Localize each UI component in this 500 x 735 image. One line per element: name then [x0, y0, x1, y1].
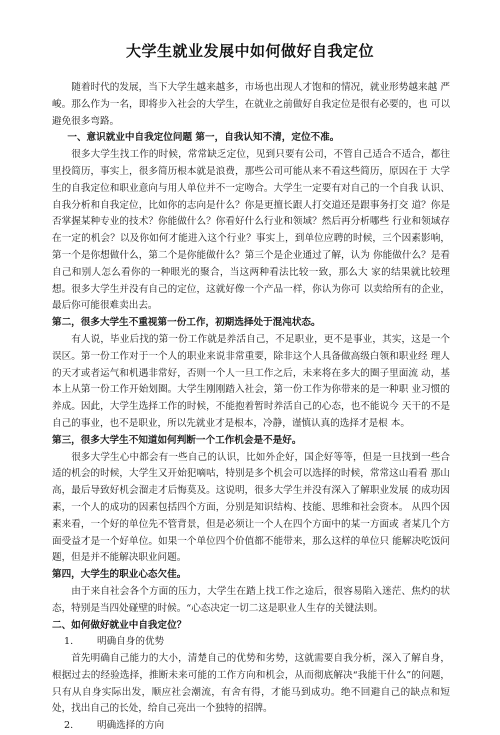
document-body — [52, 80, 450, 735]
numbered-item-label: 明确选择的方向 — [97, 720, 165, 732]
subsection-heading: 第四，大学生的职业心态欠佳。 — [52, 569, 187, 581]
numbered-item-label: 明确自身的优势 — [97, 636, 165, 648]
numbered-item — [52, 634, 450, 651]
list-number: 1. — [64, 636, 74, 648]
section-heading: 一、意识就业中自我定位问题 第一，自我认知不清，定位不准。 — [67, 132, 340, 144]
section-heading: 二、如何做好就业中自我定位？ — [52, 619, 187, 631]
subsection-heading: 第三，很多大学生不知道如何判断一个工作机会是不是好。 — [52, 434, 302, 446]
body-paragraph: 由于来自社会各个方面的压力，大学生在踏上找工作之途后，很容易陷入迷茫、焦灼的状态，特别是当四处碰壁的时候。“心态决定一切二这是职业人生存的关键法则。 — [52, 585, 450, 614]
page-title: 大学生就业发展中如何做好自我定位 — [125, 42, 374, 60]
list-number: 2. — [64, 720, 74, 732]
numbered-item — [52, 718, 450, 735]
subsection-heading: 第二，很多大学生不重视第一份工作，初期选择处于混沌状态。 — [52, 317, 321, 329]
body-paragraph: 很多大学生心中都会有一些自己的认识，比如外企好，国企好等等，但是一旦找到一些合适的机会的时候，大学生又开始犯嘀咕，特别是多个机会可以选择的时候，常常这山看看 那山高，最后导致好机会溜走才后悔莫及。这说明，很多大学生并没有深入了解职业发展 的成功因素，一个人的成功的因素包括四个方面，分别是知识结构、技能、思维和社会资本。 从四个因素来看，一个好的单位先不管背景，但是必须让一个人在四个方面中的某一方面或 者某几个方面受益才是一个好单位。如果一个单位四个价值都不能带来，那么这样的单位只 能解决吃饭问题，但是并不能解决职业问题。 — [52, 451, 450, 564]
body-paragraph: 有人说，毕业后找的第一份工作就是养活自己，不足职业，更不是事业，其实，这是一个误区。第一份工作对于一个人的职业来说非常重要，除非这个人具备做高级白领和职业经 理人的天才或者运气和机遇非常好，否则一个人一旦工作之后，未来将在多大的圈子里面流 动，基本上从第一份工作开始划圈。大学生刚刚踏入社会，第一份工作为你带来的是一种职 业习惯的养成。因此，大学生选择工作的时候，不能抱着暂时养活自己的心态，也不能说今 天干的不是自己的事业，也不是职业，所以先就业才是根本，冷静，谨慎认真的选择才是根 本。 — [52, 333, 450, 429]
body-paragraph: 很多大学生找工作的时候，常常缺乏定位，见到只要有公司，不管自己适合不适合，都往里投简历，事实上，很多简历根本就是浪费，那些公司可能从来不看这些简历，原因在于 大学生的自我定位和职业意向与用人单位并不一定吻合。大学生一定要有对自己的一个自我 认识、自我分析和自我定位，比如你的志向是什么？你是更擅长跟人打交道还是跟事务打交 道？你是否掌握某种专业的技术？你能做什么？你看好什么行业和领域？然后再分析哪些 行业和领域存在一定的机会？以及你如何才能进入这个行业？事实上，到单位应聘的时候，三个因素影响，第一个是你想做什么，第二个是你能做什么？第三个是企业通过了解，认为 你能做什么？是看自己和别人怎么看你的一种眼光的聚合，当这两种看法比较一致，那么大 家的结果就比较理想。很多大学生并没有自己的定位，这就好像一个产品一样，你认为你可 以卖给所有的企业，最后你可能很难卖出去。 — [52, 149, 450, 312]
body-paragraph: 首先明确自己能力的大小，清楚自己的优势和劣势，这就需要自我分析，深入了解自身，根据过去的经验选择，推断未来可能的工作方向和机会，从而彻底解决“我能干什么”的问题，只有从自身实际出发，顺应社会潮流，有舍有得，才能马到成功。绝不回避自己的缺点和短处，找出自己的长处，给自己亮出一个独特的招牌。 — [52, 653, 450, 715]
intro-paragraph: 随着时代的发展，当下大学生越来越多，市场也出现人才饱和的情况，就业形势越来越 严峻。那么作为一名，即将步入社会的大学生，在就业之前做好自我定位是很有必要的，也 可以避免很多弯路。 — [52, 82, 450, 127]
